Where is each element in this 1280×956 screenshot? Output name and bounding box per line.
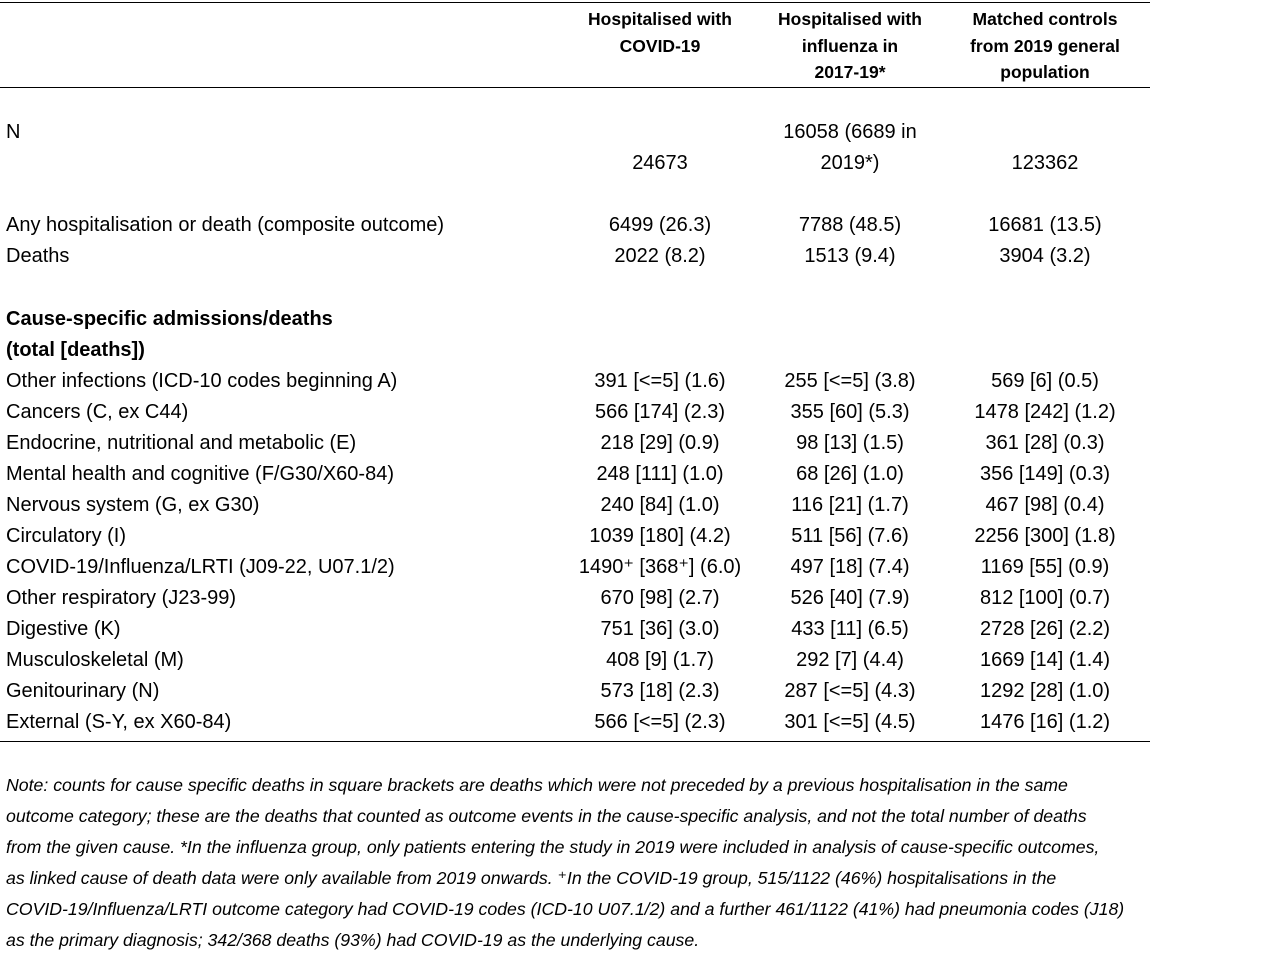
cell-controls: 16681 (13.5) xyxy=(988,214,1102,236)
cell-controls: 1476 [16] (1.2) xyxy=(979,711,1111,733)
cell-covid: 240 [84] (1.0) xyxy=(600,494,720,516)
cell-covid: 751 [36] (3.0) xyxy=(600,618,720,640)
row-label: Other infections (ICD-10 codes beginning A) xyxy=(6,370,398,392)
cell-influenza: 301 [<=5] (4.5) xyxy=(784,711,916,733)
cell-controls: 1478 [242] (1.2) xyxy=(974,401,1116,423)
row-label: Genitourinary (N) xyxy=(6,680,160,702)
cell-covid: 1039 [180] (4.2) xyxy=(589,525,731,547)
cell-controls: 2728 [26] (2.2) xyxy=(979,618,1111,640)
row-label: Deaths xyxy=(6,245,70,267)
cell-controls: 569 [6] (0.5) xyxy=(991,370,1099,392)
section-title: Cause-specific admissions/deaths xyxy=(6,308,333,330)
n-covid: 24673 xyxy=(632,152,688,174)
cell-controls: 2256 [300] (1.8) xyxy=(974,525,1116,547)
cell-influenza: 68 [26] (1.0) xyxy=(796,463,904,485)
cell-influenza: 511 [56] (7.6) xyxy=(791,525,909,547)
cell-covid: 1490⁺ [368⁺] (6.0) xyxy=(578,556,742,578)
cell-influenza: 98 [13] (1.5) xyxy=(796,432,904,454)
cell-covid: 218 [29] (0.9) xyxy=(600,432,720,454)
cell-covid: 566 [<=5] (2.3) xyxy=(594,711,726,733)
row-label: COVID-19/Influenza/LRTI (J09-22, U07.1/2) xyxy=(6,556,395,578)
row-label: Any hospitalisation or death (composite outcome) xyxy=(6,214,445,236)
row-label: Digestive (K) xyxy=(6,618,121,640)
row-label: Circulatory (I) xyxy=(6,525,127,547)
cell-influenza: 433 [11] (6.5) xyxy=(791,618,909,640)
cell-covid: 391 [<=5] (1.6) xyxy=(594,370,726,392)
cell-covid: 408 [9] (1.7) xyxy=(606,649,714,671)
cell-covid: 248 [111] (1.0) xyxy=(596,463,724,485)
header-controls: Matched controls from 2019 general population xyxy=(970,9,1120,82)
cell-controls: 361 [28] (0.3) xyxy=(985,432,1105,454)
cell-influenza: 287 [<=5] (4.3) xyxy=(784,680,916,702)
n-influenza: 16058 (6689 in 2019*) xyxy=(783,121,917,174)
cell-influenza: 292 [7] (4.4) xyxy=(796,649,904,671)
row-label: Cancers (C, ex C44) xyxy=(6,401,189,423)
cell-covid: 573 [18] (2.3) xyxy=(600,680,720,702)
cell-controls: 467 [98] (0.4) xyxy=(985,494,1105,516)
header-covid: Hospitalised with COVID-19 xyxy=(588,9,732,56)
n-label: N xyxy=(6,121,21,143)
cell-controls: 3904 (3.2) xyxy=(999,245,1091,267)
row-label: Musculoskeletal (M) xyxy=(6,649,184,671)
cell-influenza: 7788 (48.5) xyxy=(798,214,902,236)
cell-influenza: 1513 (9.4) xyxy=(804,245,896,267)
cell-covid: 2022 (8.2) xyxy=(614,245,706,267)
cell-controls: 356 [149] (0.3) xyxy=(979,463,1111,485)
row-label: Nervous system (G, ex G30) xyxy=(6,494,260,516)
row-label: Endocrine, nutritional and metabolic (E) xyxy=(6,432,357,454)
cell-controls: 1169 [55] (0.9) xyxy=(980,556,1110,578)
cell-controls: 812 [100] (0.7) xyxy=(979,587,1111,609)
header-rule xyxy=(0,87,1150,88)
cell-influenza: 526 [40] (7.9) xyxy=(790,587,910,609)
table-footnote: Note: counts for cause specific deaths in square brackets are deaths which were not preceded by a previous hospitalisation in the same outcome category; these are the deaths that counted as outcome events in the cause-specific analysis, and not the total number of deaths from the given cause. *In the influenza group, only patients entering the study in 2019 were included in analysis of cause-specific outcomes, as linked cause of death data were only available from 2019 onwards. ⁺In the COVID-19 group, 515/1122 (46%) hospitalisations in the COVID-19/Influenza/LRTI outcome category had COVID-19 codes (ICD-10 U07.1/2) and a further 461/1122 (41%) had pneumonia codes (J18) as the primary diagnosis; 342/368 deaths (93%) had COVID-19 as the underlying cause. xyxy=(6,775,1125,950)
row-label: Other respiratory (J23-99) xyxy=(6,587,237,609)
cell-influenza: 497 [18] (7.4) xyxy=(790,556,910,578)
cell-influenza: 355 [60] (5.3) xyxy=(790,401,910,423)
cell-influenza: 255 [<=5] (3.8) xyxy=(784,370,916,392)
cell-controls: 1292 [28] (1.0) xyxy=(979,680,1111,702)
row-label: External (S-Y, ex X60-84) xyxy=(6,711,232,733)
cell-covid: 566 [174] (2.3) xyxy=(594,401,726,423)
cell-covid: 6499 (26.3) xyxy=(608,214,712,236)
cell-covid: 670 [98] (2.7) xyxy=(600,587,720,609)
row-label: Mental health and cognitive (F/G30/X60-84) xyxy=(6,463,394,485)
table-top-rule xyxy=(0,2,1150,3)
header-influenza: Hospitalised with influenza in 2017-19* xyxy=(778,9,922,82)
cell-controls: 1669 [14] (1.4) xyxy=(979,649,1111,671)
cell-influenza: 116 [21] (1.7) xyxy=(791,494,909,516)
section-subtitle: (total [deaths]) xyxy=(6,339,145,361)
table-bottom-rule xyxy=(0,741,1150,742)
n-controls: 123362 xyxy=(1011,152,1079,174)
